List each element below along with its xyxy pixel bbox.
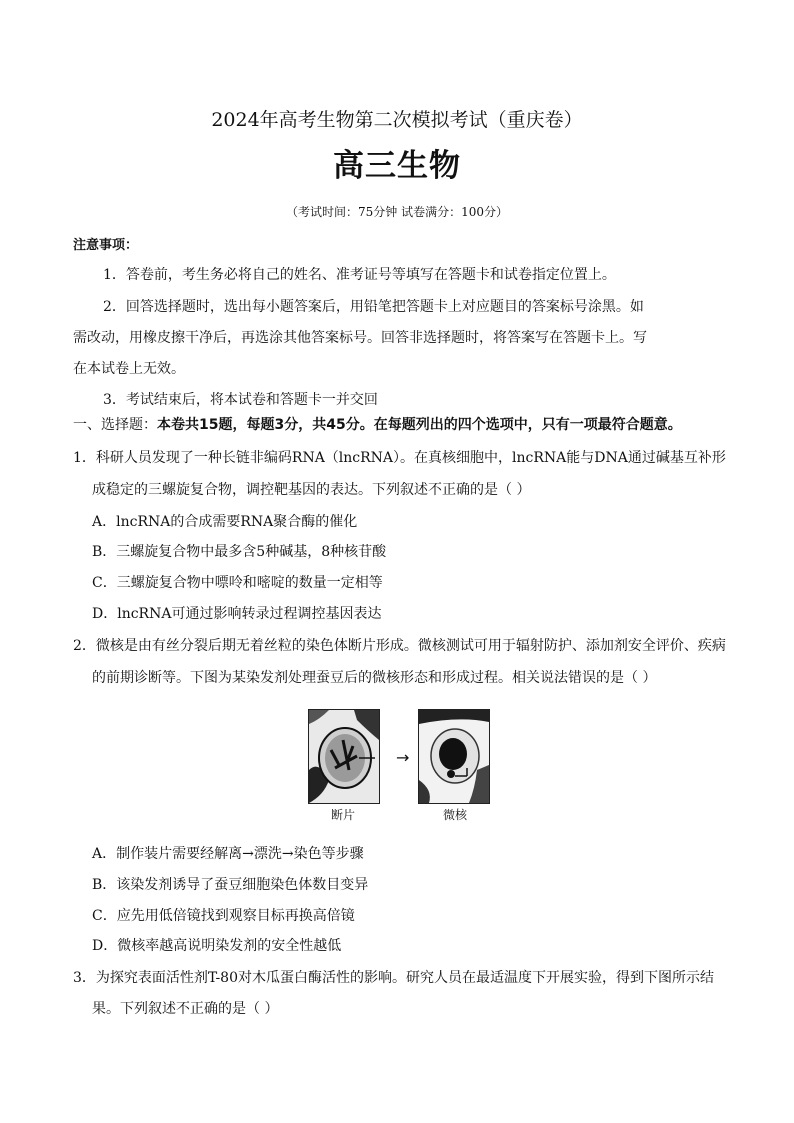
section-heading-prefix: 一、选择题：	[73, 417, 157, 433]
fragment-micrograph	[308, 709, 380, 804]
section-heading	[73, 414, 682, 434]
notice-item-1: 1．答卷前，考生务必将自己的姓名、准考证号等填写在答题卡和试卷指定位置上。	[103, 267, 616, 283]
notice-item-2-line-3: 在本试卷上无效。	[73, 361, 185, 377]
exam-title: 2024年高考生物第二次模拟考试（重庆卷）	[211, 109, 583, 131]
q2-stem-line-1: 2．微核是由有丝分裂后期无着丝粒的染色体断片形成。微核测试可用于辐射防护、添加剂安全评价、疾病	[73, 638, 726, 654]
notice-heading: 注意事项：	[73, 238, 139, 253]
notice-item-3: 3．考试结束后，将本试卷和答题卡一并交回	[103, 392, 378, 408]
notice-item-2-line-2: 需改动，用橡皮擦干净后，再选涂其他答案标号。回答非选择题时，将答案写在答题卡上。写	[73, 330, 647, 346]
q1-option-c: C．三螺旋复合物中嘌呤和嘧啶的数量一定相等	[92, 575, 383, 591]
q2-option-b: B．该染发剂诱导了蚕豆细胞染色体数目变异	[92, 877, 369, 893]
q3-stem-line-2: 果。下列叙述不正确的是（ ）	[92, 1001, 279, 1017]
q1-option-a: A．lncRNA的合成需要RNA聚合酶的催化	[92, 514, 358, 530]
q2-stem-line-2: 的前期诊断等。下图为某染发剂处理蚕豆后的微核形态和形成过程。相关说法错误的是（ ）	[92, 670, 657, 686]
notice-item-2-line-1: 2．回答选择题时，选出每小题答案后，用铅笔把答题卡上对应题目的答案标号涂黑。如	[103, 299, 644, 315]
q1-option-d: D．lncRNA可通过影响转录过程调控基因表达	[92, 606, 382, 622]
figure-caption-right: 微核	[443, 808, 468, 822]
q2-option-c: C．应先用低倍镜找到观察目标再换高倍镜	[92, 908, 355, 924]
micronucleus-micrograph	[418, 709, 490, 804]
q1-option-b: B．三螺旋复合物中最多含5种碱基，8种核苷酸	[92, 544, 387, 560]
figure-caption-left: 断片	[331, 808, 356, 822]
subject-title: 高三生物	[333, 148, 461, 184]
q3-stem-line-1: 3．为探究表面活性剂T-80对木瓜蛋白酶活性的影响。研究人员在最适温度下开展实验，得到下图所示结	[73, 970, 714, 986]
micronucleus-cell-image	[419, 710, 489, 803]
exam-info: （考试时间：75分钟 试卷满分：100分）	[286, 205, 508, 219]
figure-arrow: →	[396, 748, 410, 767]
section-heading-body: 本卷共15题，每题3分，共45分。在每题列出的四个选项中，只有一项最符合题意。	[157, 417, 682, 433]
q1-stem-line-2: 成稳定的三螺旋复合物，调控靶基因的表达。下列叙述不正确的是（ ）	[92, 482, 531, 498]
fragment-cell-image	[309, 710, 379, 803]
q1-stem-line-1: 1．科研人员发现了一种长链非编码RNA（lncRNA）。在真核细胞中，lncRNA能与DNA通过碱基互补形	[73, 450, 726, 466]
q2-option-a: A．制作装片需要经解离→漂洗→染色等步骤	[92, 846, 364, 862]
q2-option-d: D．微核率越高说明染发剂的安全性越低	[92, 938, 342, 954]
